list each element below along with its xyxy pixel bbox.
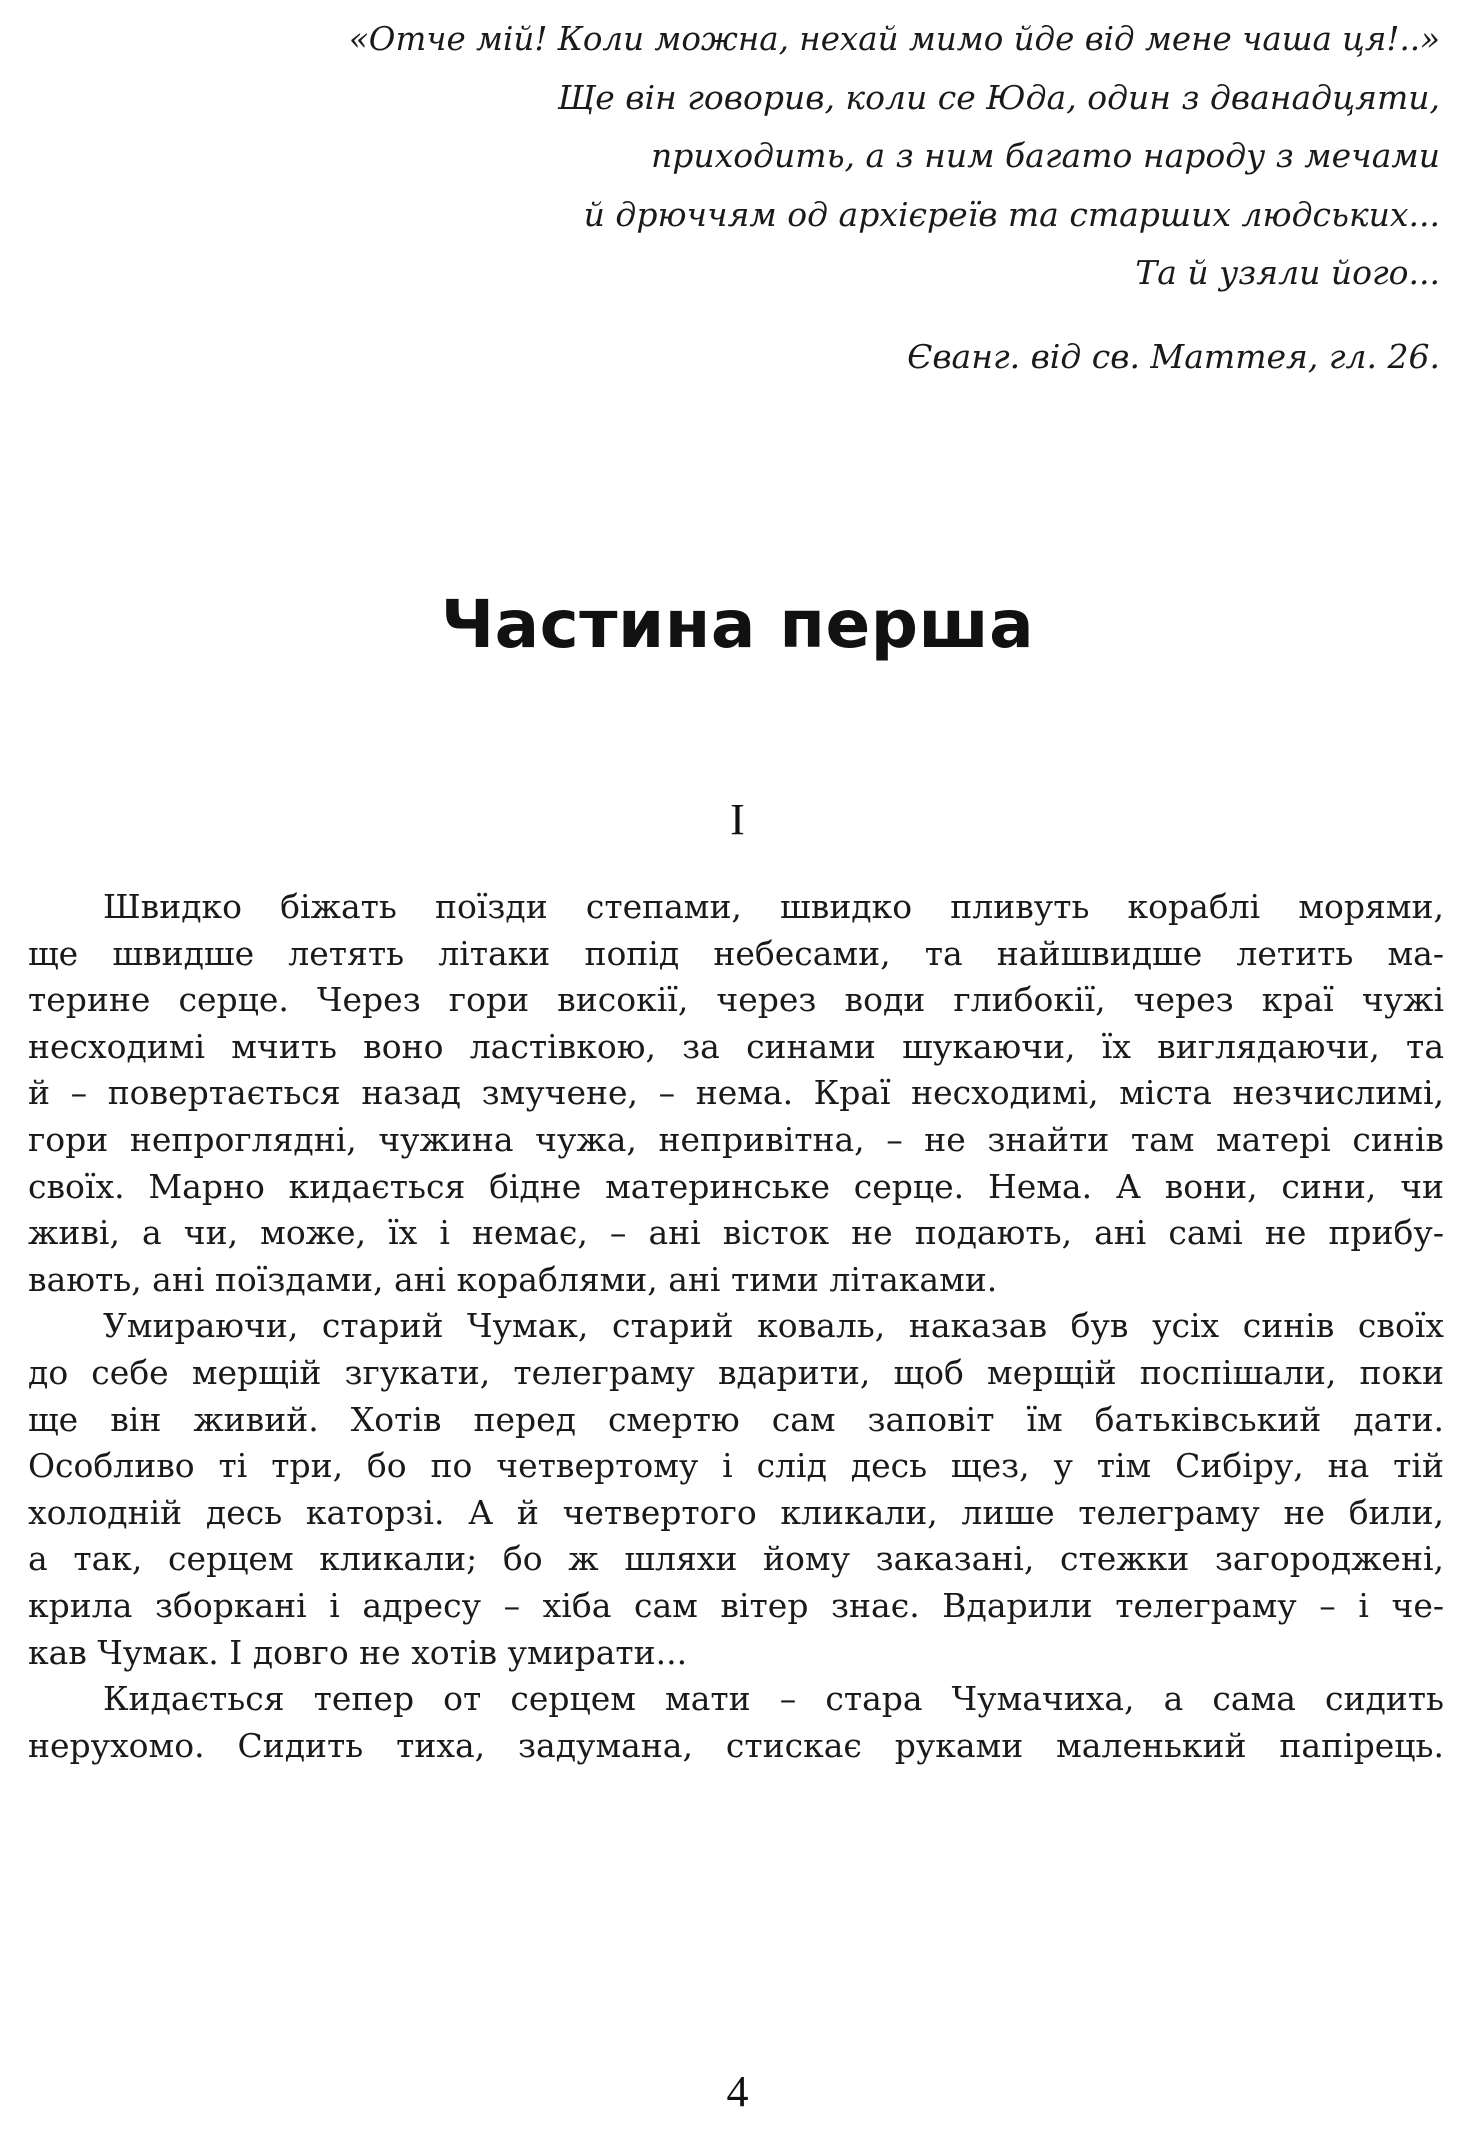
paragraph	[28, 1676, 1444, 1769]
text-line: й – повертається назад змучене, – нема. Краї несходимі, міста незчислимі,	[28, 1073, 1444, 1113]
text-line: живі, а чи, може, їх і немає, – ані вісток не подають, ані самі не прибу-	[28, 1213, 1444, 1253]
paragraph	[28, 884, 1444, 1303]
text-line: до себе мерщій згукати, телеграму вдарити, щоб мерщій поспішали, поки	[28, 1352, 1444, 1392]
text-line: Особливо ті три, бо по четвертому і слід десь щез, у тім Сибіру, на тій	[28, 1446, 1444, 1486]
text-line: ще швидше летять літаки попід небесами, та найшвидше летить ма-	[28, 933, 1444, 973]
text-line: а так, серцем кликали; бо ж шляхи йому заказані, стежки загороджені,	[28, 1539, 1444, 1579]
epigraph-line: Ще він говорив, коли се Юда, один з дванадцяти,	[557, 77, 1440, 117]
text-line: Швидко біжать поїзди степами, швидко пливуть кораблі морями,	[103, 887, 1444, 926]
text-line: терине серце. Через гори високії, через води глибокії, через краї чужі	[28, 980, 1444, 1020]
text-line: кав Чумак. І довго не хотів умирати...	[28, 1632, 688, 1672]
text-line: своїх. Марно кидається бідне материнське серце. Нема. А вони, сини, чи	[28, 1166, 1444, 1206]
epigraph-line: й дрюччям од архієреїв та старших людських...	[583, 194, 1440, 234]
text-line: гори непроглядні, чужина чужа, непривітна, – не знайти там матері синів	[28, 1119, 1444, 1159]
text-line: нерухомо. Сидить тиха, задумана, стискає руками маленький папірець.	[28, 1725, 1444, 1765]
epigraph-source: Єванг. від св. Маттея, гл. 26.	[907, 336, 1440, 376]
epigraph-line: приходить, а з ним багато народу з мечами	[651, 136, 1440, 175]
body-text	[28, 884, 1444, 1769]
chapter-number: I	[730, 795, 745, 844]
text-line: несходимі мчить воно ластівкою, за синами шукаючи, їх виглядаючи, та	[28, 1026, 1444, 1066]
text-line: Умираючи, старий Чумак, старий коваль, наказав був усіх синів своїх	[103, 1306, 1444, 1346]
page-number: 4	[726, 2067, 749, 2116]
epigraph-line: «Отче мій! Коли можна, нехай мимо йде від мене чаша ця!..»	[348, 20, 1440, 58]
part-title: Частина перша	[440, 586, 1035, 663]
epigraph-line: Та й узяли його...	[1135, 253, 1440, 292]
text-line: ще він живий. Хотів перед смертю сам заповіт їм батьківський дати.	[28, 1399, 1444, 1439]
text-line: Кидається тепер от серцем мати – стара Чумачиха, а сама сидить	[103, 1679, 1444, 1719]
text-line: холодній десь каторзі. А й четвертого кликали, лише телеграму не били,	[28, 1492, 1444, 1532]
text-line: крила зборкані і адресу – хіба сам вітер знає. Вдарили телеграму – і че-	[28, 1585, 1444, 1625]
epigraph	[340, 10, 1440, 386]
text-line: вають, ані поїздами, ані кораблями, ані тими літаками.	[28, 1259, 998, 1299]
paragraph	[28, 1303, 1444, 1676]
